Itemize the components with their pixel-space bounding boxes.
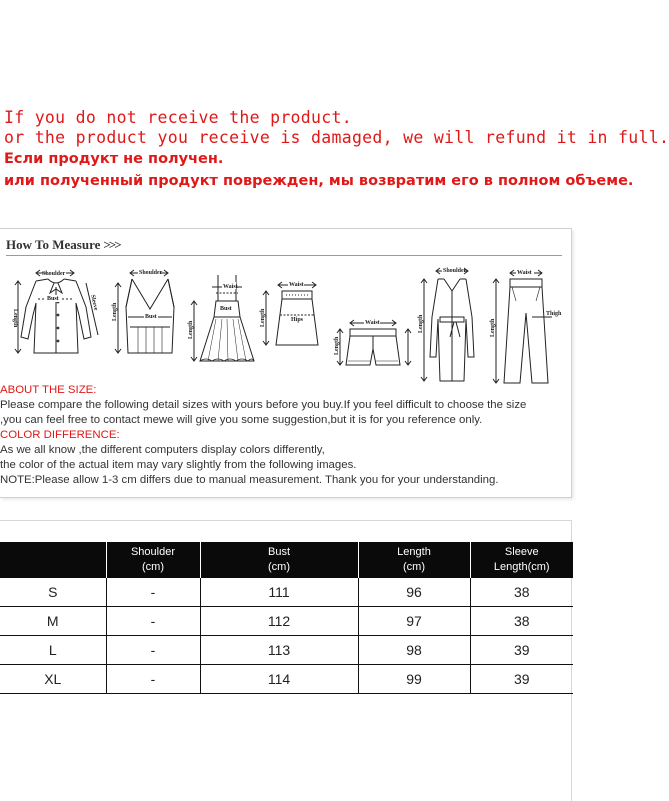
shirt-bust-label: Bust: [47, 296, 59, 302]
size-cell: M: [0, 607, 106, 636]
length-cell: 97: [358, 607, 470, 636]
sleeve-cell: 39: [470, 665, 573, 694]
dress-waist-label: Waist: [223, 284, 238, 290]
shorts-waist-label: Waist: [365, 320, 380, 326]
size-chart-table: [0, 542, 573, 694]
about-size-line-1: Please compare the following detail sizes with yours before you buy.If you feel difficult to choose the size: [0, 399, 527, 411]
cami-length-label: Length: [112, 302, 118, 321]
cami-bust-label: Bust: [145, 314, 157, 320]
header-length: Length (cm): [358, 542, 470, 578]
arrows-icon: >>>: [103, 237, 120, 252]
pants-waist-label: Waist: [517, 270, 532, 276]
heading-divider: [6, 255, 562, 256]
garment-diagrams: [0, 257, 571, 387]
shorts-length-label: Length: [334, 336, 340, 355]
shirt-shoulder-label: Shoulder: [42, 271, 66, 277]
coat-diagram: [418, 257, 482, 387]
color-difference-line-2: the color of the actual item may vary slightly from the following images.: [0, 459, 357, 471]
cami-shoulder-label: Shoulder: [139, 270, 163, 276]
shoulder-cell: -: [106, 607, 200, 636]
dress-bust-label: Bust: [220, 306, 232, 312]
length-cell: 98: [358, 636, 470, 665]
bust-cell: 114: [200, 665, 358, 694]
notice-line-4: или полученный продукт поврежден, мы возвратим его в полном объеме.: [4, 173, 634, 189]
color-difference-heading: COLOR DIFFERENCE:: [0, 429, 120, 441]
dress-diagram: [190, 257, 262, 387]
measurement-note: NOTE:Please allow 1-3 cm differs due to manual measurement. Thank you for your understanding.: [0, 474, 499, 486]
notice-line-3: Если продукт не получен.: [4, 151, 224, 167]
table-row: [0, 665, 573, 694]
header-bust: Bust (cm): [200, 542, 358, 578]
skirt-diagram: [262, 257, 328, 387]
about-size-line-2: ,you can feel free to contact mewe will give you some suggestion,but it is for you reference only.: [0, 414, 483, 426]
table-row: [0, 578, 573, 607]
length-cell: 99: [358, 665, 470, 694]
size-cell: XL: [0, 665, 106, 694]
skirt-length-label: Length: [260, 308, 266, 327]
coat-shoulder-label: Shoulder: [443, 268, 467, 274]
cami-diagram: [108, 257, 188, 387]
color-difference-line-1: As we all know ,the different computers display colors differently,: [0, 444, 325, 456]
how-to-measure-heading: [6, 237, 120, 253]
header-size: [0, 542, 106, 578]
about-size-heading: ABOUT THE SIZE:: [0, 384, 97, 396]
sleeve-cell: 38: [470, 578, 573, 607]
table-row: [0, 636, 573, 665]
shirt-sleeve-label: Sleeve: [89, 294, 99, 312]
shorts-diagram: [330, 257, 416, 387]
pants-thigh-label: Thigh: [546, 311, 562, 317]
skirt-hips-label: Hips: [291, 317, 304, 323]
dress-length-label: Length: [188, 320, 194, 339]
header-sleeve-length: Sleeve Length(cm): [470, 542, 573, 578]
shirt-length-label: Length: [12, 309, 18, 328]
table-row: [0, 607, 573, 636]
shoulder-cell: -: [106, 578, 200, 607]
bust-cell: 111: [200, 578, 358, 607]
size-cell: S: [0, 578, 106, 607]
pants-diagram: [486, 257, 566, 387]
notice-line-1: If you do not receive the product.: [4, 108, 352, 127]
sleeve-cell: 39: [470, 636, 573, 665]
length-cell: 96: [358, 578, 470, 607]
sleeve-cell: 38: [470, 607, 573, 636]
size-chart-header-row: [0, 542, 573, 578]
how-to-measure-title: How To Measure: [6, 237, 101, 252]
notice-line-2: or the product you receive is damaged, we will refund it in full.: [4, 128, 669, 147]
shoulder-cell: -: [106, 665, 200, 694]
header-shoulder: Shoulder (cm): [106, 542, 200, 578]
size-notes: [0, 383, 600, 488]
coat-length-label: Length: [418, 314, 424, 333]
shirt-diagram: [6, 257, 106, 387]
size-cell: L: [0, 636, 106, 665]
refund-notice: [4, 108, 669, 192]
shoulder-cell: -: [106, 636, 200, 665]
bust-cell: 113: [200, 636, 358, 665]
skirt-waist-label: Waist: [289, 282, 304, 288]
pants-length-label: Length: [490, 318, 496, 337]
bust-cell: 112: [200, 607, 358, 636]
